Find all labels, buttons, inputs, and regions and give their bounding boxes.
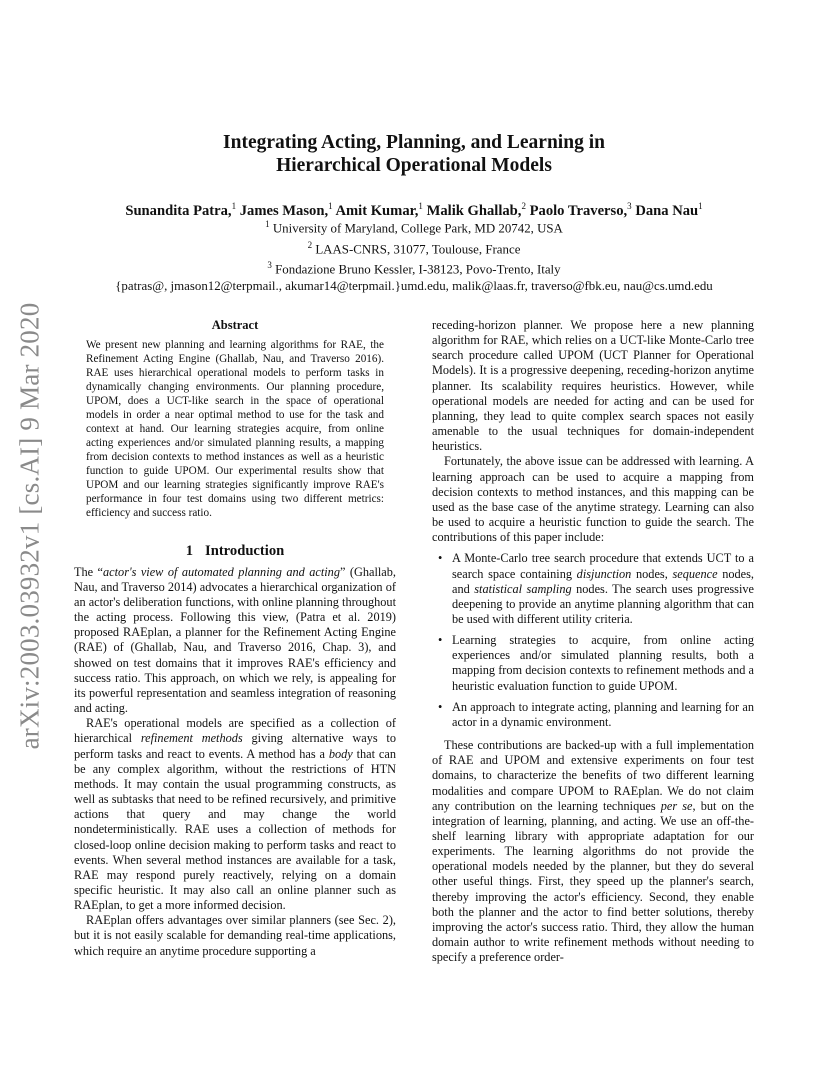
section-heading-introduction: [74, 544, 396, 559]
right-paragraph-3: These contributions are backed-up with a full implementation of RAE and UPOM and extensive experiments on four test domains, to characterize the benefits of two different learning modalities and compare UPOM to RAEplan. We do not claim any contribution on the learning techniques per se, but on the integration of learning, planning, and acting. We use an off-the-shelf learning library with appropriate adaptation for our experiments. The learning algorithms do not provide the operational models needed by the planner, but they do several other useful things. First, they speed up the planner's search, thereby improving the actor's efficiency. Second, they enable both the planner and the actor to find better solutions, thereby improving the actor's success ratio. Third, they allow the human domain author to write refinement methods without needing to specify a preference order-: [432, 738, 754, 965]
right-paragraph-1: receding-horizon planner. We propose here a new planning algorithm for RAE, which relies on a UCT-like Monte-Carlo tree search procedure called UPOM (UCT Planner for Operational Models). It is a progressive deepening, receding-horizon anytime planner. Its scalability requires heuristics. However, while operational models are needed for acting and can be used for planning, they lead to quite complex search spaces not easily amenable to the usual techniques for domain-independent heuristics.: [432, 318, 754, 454]
intro-paragraph-2: RAE's operational models are specified as a collection of hierarchical refinement methods giving alternative ways to perform tasks and react to events. A method has a body that can be any complex algorithm, without the restrictions of HTN methods. It may contain the usual programming constructs, as well as subtasks that need to be refined recursively, and primitive actions that query and may change the world nondeterministically. RAE uses a collection of methods for closed-loop online decision making to perform tasks and react to events. When several method instances are available for a task, RAE may respond purely reactively, relying on a domain specific heuristic. It may also call an online planner such as RAEplan, to get a more informed decision.: [74, 716, 396, 913]
paper-title: [0, 131, 828, 177]
section-number: 1: [185, 542, 194, 559]
author: James Mason,: [239, 202, 329, 219]
email-list: {patras@, jmason12@terpmail., akumar14@terpmail.}umd.edu, malik@laas.fr, traverso@fbk.eu, nau@cs.umd.edu: [115, 278, 713, 293]
right-paragraph-2: Fortunately, the above issue can be addressed with learning. A learning approach can be used to acquire a mapping from decision contexts to method instances, and this mapping can be used as the base case of the anytime strategy. Learning can also be used to acquire a heuristic function to guide the search. The contributions of this paper include:: [432, 454, 754, 545]
left-column: [74, 318, 396, 959]
abstract-heading: Abstract: [211, 318, 259, 332]
list-item: • An approach to integrate acting, planning and learning for an actor in a dynamic environment.: [452, 700, 754, 730]
affiliations: [0, 216, 828, 294]
title-line-1: Integrating Acting, Planning, and Learning in: [223, 132, 605, 153]
right-column: [432, 318, 754, 965]
intro-paragraph-3: RAEplan offers advantages over similar planners (see Sec. 2), but it is not easily scalable for demanding real-time applications, which require an anytime procedure supporting a: [74, 913, 396, 958]
author: Dana Nau: [635, 202, 699, 219]
author: Amit Kumar,: [335, 202, 419, 219]
list-item: • Learning strategies to acquire, from online acting experiences and/or simulated planning results, both a mapping from decision contexts to refinement methods and a heuristic evaluation function to guide UPOM.: [452, 633, 754, 694]
contributions-list: [432, 551, 754, 730]
affiliation: $^3$ Fondazione Bruno Kessler, I-38123, Povo-Trento, Italy: [267, 260, 561, 277]
affiliation: $^2$ LAAS-CNRS, 31077, Toulouse, France: [307, 239, 521, 256]
section-title: Introduction: [205, 542, 285, 559]
affiliation: $^1$ University of Maryland, College Park, MD 20742, USA: [265, 219, 563, 236]
abstract-text: We present new planning and learning algorithms for RAE, the Refinement Acting Engine (Ghallab, Nau, and Traverso 2016). RAE uses hierarchical operational models to perform tasks in dynamically changing environments. Our planning procedure, UPOM, does a UCT-like search in the space of operational models in order a near optimal method to use for the task and context at hand. Our learning strategies acquire, from online acting experiences and/or simulated planning results, a mapping from decision contexts to method instances as well as a heuristic function to guide UPOM. Our experimental results show that UPOM and our learning strategies significantly improve RAE's performance in four test domains using two different metrics: efficiency and success ratio.: [86, 339, 384, 519]
list-item: • A Monte-Carlo tree search procedure that extends UCT to a search space containing disjunction nodes, sequence nodes, and statistical sampling nodes. The search uses progressive deepening to provide an anytime planning algorithm that can be used with different utility criteria.: [452, 551, 754, 627]
author: Sunandita Patra,: [125, 202, 232, 219]
title-line-2: Hierarchical Operational Models: [276, 155, 552, 176]
author: Paolo Traverso,: [529, 202, 628, 219]
arxiv-identifier: arXiv:2003.03932v1 [cs.AI] 9 Mar 2020: [14, 302, 45, 750]
author: Malik Ghallab,: [426, 202, 522, 219]
intro-paragraph-1: The “actor's view of automated planning and acting” (Ghallab, Nau, and Traverso 2014) advocates a hierarchical organization of an actor's deliberation functions, with online planning throughout the acting process. Following this view, (Patra et al. 2019) proposed RAEplan, a planner for the Refinement Acting Engine (RAE) of (Ghallab, Nau, and Traverso 2016, Chap. 3), and showed on test domains that it improves RAE's efficiency and success ratio. This approach, on which we rely, is appealing for its powerful representation and seamless integration of reasoning and acting.: [74, 564, 396, 716]
author-list: Sunandita Patra,$^1$ James Mason,$^1$ Amit Kumar,$^1$ Malik Ghallab,$^2$ Paolo Traverso,$^3$ Dana Nau$^1$: [125, 201, 703, 219]
